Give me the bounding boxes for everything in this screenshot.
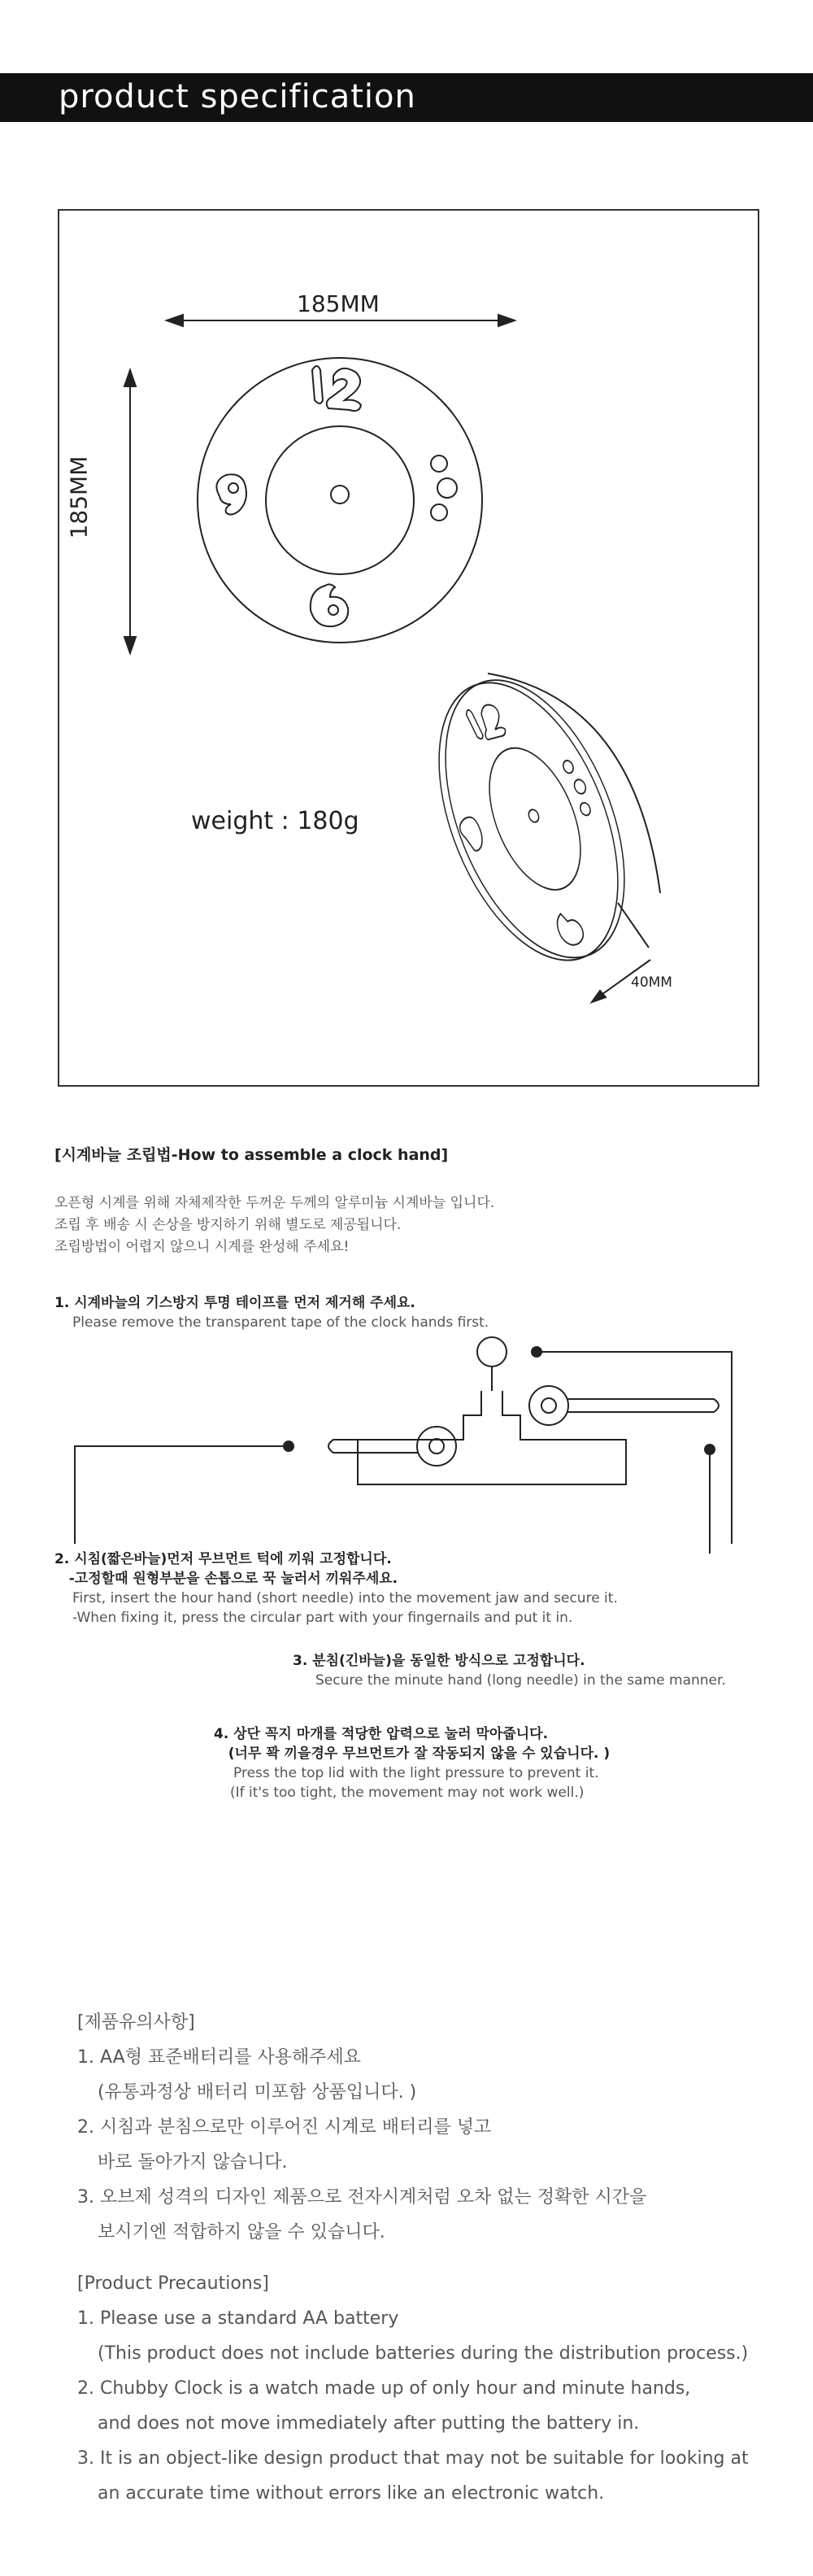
step-3-korean: 3. 분침(긴바늘)을 동일한 방식으로 고정합니다. bbox=[293, 1653, 585, 1669]
precautions-title: [제품유의사항] bbox=[77, 2012, 195, 2033]
precaution-item: 3. 오브제 성격의 디자인 제품으로 전자시계처럼 오차 없는 정확한 시간을 bbox=[77, 2187, 647, 2208]
product-precautions-korean bbox=[77, 2009, 646, 2254]
clock-spec-illustration bbox=[0, 0, 813, 1139]
precaution-item: 2. 시침과 분침으로만 이루어진 시계로 배터리를 넣고 bbox=[77, 2117, 492, 2138]
product-precautions-english bbox=[77, 2270, 749, 2515]
precaution-item: an accurate time without errors like an electronic watch. bbox=[98, 2483, 605, 2504]
width-dimension-label: 185MM bbox=[297, 290, 380, 317]
step-2-english: First, insert the hour hand (short needle) into the movement jaw and secure it. bbox=[72, 1590, 618, 1606]
depth-dimension-label: 40MM bbox=[631, 974, 672, 991]
step-4-english-note: (If it's too tight, the movement may not work well.) bbox=[230, 1785, 585, 1801]
intro-line: 조립방법이 어렵지 않으니 시계를 완성해 주세요! bbox=[54, 1239, 350, 1255]
clock-hand-assembly-diagram bbox=[0, 1326, 813, 1554]
assembly-title: [시계바늘 조립법-How to assemble a clock hand] bbox=[54, 1146, 449, 1164]
height-dimension-label: 185MM bbox=[65, 455, 93, 539]
precaution-item: 1. Please use a standard AA battery bbox=[77, 2308, 399, 2329]
step-4-english: Press the top lid with the light pressure to prevent it. bbox=[233, 1765, 599, 1781]
assembly-step-3 bbox=[293, 1651, 726, 1690]
precaution-item: (유통과정상 배터리 미포함 상품입니다. ) bbox=[98, 2082, 417, 2103]
page-title: product specification bbox=[59, 78, 416, 116]
precaution-item: 1. AA형 표준배터리를 사용해주세요 bbox=[77, 2047, 361, 2068]
step-2-english-note: -When fixing it, press the circular part with your fingernails and put it in. bbox=[72, 1610, 573, 1626]
step-1-korean: 1. 시계바늘의 기스방지 투명 테이프를 먼저 제거해 주세요. bbox=[54, 1295, 415, 1311]
assembly-intro bbox=[54, 1192, 494, 1258]
step-2-korean: 2. 시침(짧은바늘)먼저 무브먼트 턱에 끼워 고정합니다. bbox=[54, 1551, 392, 1567]
intro-line: 오픈형 시계를 위해 자체제작한 두꺼운 두께의 알루미늄 시계바늘 입니다. bbox=[54, 1195, 495, 1211]
precaution-item: and does not move immediately after putting the battery in. bbox=[98, 2413, 640, 2434]
precaution-item: 2. Chubby Clock is a watch made up of only hour and minute hands, bbox=[77, 2378, 691, 2399]
precaution-item: 3. It is an object-like design product that may not be suitable for looking at bbox=[77, 2448, 749, 2469]
step-2-korean-note: -고정할때 원형부분을 손톱으로 꾹 눌러서 끼워주세요. bbox=[54, 1571, 398, 1587]
precaution-item: 바로 돌아가지 않습니다. bbox=[98, 2152, 288, 2173]
step-4-korean-note: (너무 꽉 끼을경우 무브먼트가 잘 작동되지 않을 수 있습니다. ) bbox=[214, 1746, 611, 1762]
step-3-english: Secure the minute hand (long needle) in the same manner. bbox=[315, 1672, 726, 1689]
precaution-item: (This product does not include batteries during the distribution process.) bbox=[98, 2343, 749, 2364]
step-1-english: Please remove the transparent tape of the clock hands first. bbox=[72, 1314, 489, 1331]
assembly-step-4 bbox=[214, 1724, 610, 1802]
weight-label: weight : 180g bbox=[191, 807, 359, 835]
step-4-korean: 4. 상단 꼭지 마개를 적당한 압력으로 눌러 막아줍니다. bbox=[214, 1726, 549, 1742]
assembly-step-2 bbox=[54, 1550, 618, 1628]
precaution-item: 보시기엔 적합하지 않을 수 있습니다. bbox=[98, 2222, 385, 2243]
intro-line: 조립 후 배송 시 손상을 방지하기 위해 별도로 제공됩니다. bbox=[54, 1217, 402, 1233]
precautions-title: [Product Precautions] bbox=[77, 2273, 269, 2294]
